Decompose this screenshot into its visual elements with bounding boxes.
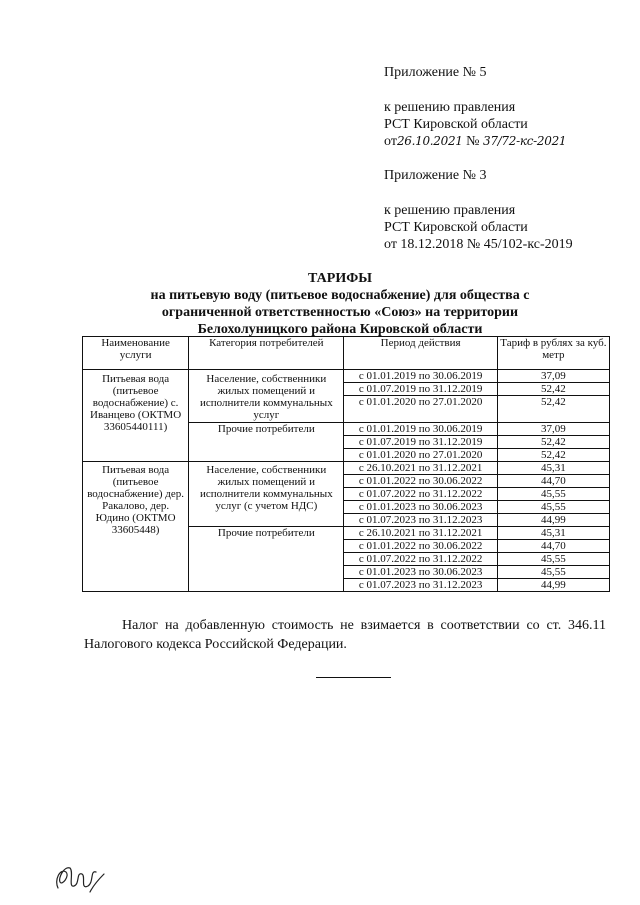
period-cell: с 01.01.2020 по 27.01.2020 — [344, 396, 497, 423]
period-cell: с 01.01.2022 по 30.06.2022 — [344, 475, 497, 488]
tariff-cell: 45,55 — [497, 488, 609, 501]
handwritten-date: 26.10.2021 — [396, 134, 463, 148]
vat-note — [84, 616, 606, 654]
title-heading: ТАРИФЫ — [308, 271, 372, 286]
period-cell: с 01.01.2023 по 30.06.2023 — [344, 501, 497, 514]
tariff-cell: 45,31 — [497, 462, 609, 475]
appendix-5-label: Приложение № 5 — [384, 65, 487, 80]
period-cell: с 01.01.2019 по 30.06.2019 — [344, 370, 497, 383]
header-service: Наименование услуги — [83, 337, 189, 370]
title-line-3: ограниченной ответственностью «Союз» на территории — [161, 305, 519, 320]
signature-mark — [50, 858, 110, 896]
title-line-4: Белохолуницкого района Кировской области — [197, 322, 483, 337]
period-cell: с 01.01.2022 по 30.06.2022 — [344, 540, 497, 553]
tariff-cell: 44,70 — [497, 540, 609, 553]
appendix-3-label: Приложение № 3 — [384, 168, 487, 183]
period-cell: с 01.07.2023 по 31.12.2023 — [344, 579, 497, 592]
decision-label-2: к решению правления — [384, 203, 516, 218]
period-cell: с 26.10.2021 по 31.12.2021 — [344, 462, 497, 475]
period-cell: с 01.07.2022 по 31.12.2022 — [344, 488, 497, 501]
old-decision-line: от 18.12.2018 № 45/102-кс-2019 — [384, 237, 573, 252]
tariff-cell: 44,99 — [497, 579, 609, 592]
header-tariff: Тариф в рублях за куб. метр — [497, 337, 609, 370]
vat-note-text: Налог на добавленную стоимость не взимается в соответствии со ст. 346.11 Налогового кодекса Российской Федерации. — [84, 618, 606, 652]
tariff-cell: 52,42 — [497, 449, 609, 462]
tariff-cell: 45,55 — [497, 553, 609, 566]
period-cell: с 01.07.2019 по 31.12.2019 — [344, 436, 497, 449]
period-cell: с 26.10.2021 по 31.12.2021 — [344, 527, 497, 540]
period-cell: с 01.07.2023 по 31.12.2023 — [344, 514, 497, 527]
tariff-cell: 44,70 — [497, 475, 609, 488]
header-category: Категория потребителей — [189, 337, 344, 370]
service-cell: Питьевая вода (питьевое водоснабжение) с. Иванцево (ОКТМО 33605440111) — [83, 370, 189, 462]
tariff-cell: 52,42 — [497, 383, 609, 396]
table-row — [83, 370, 610, 383]
tariff-cell: 45,55 — [497, 566, 609, 579]
rst-label-2: РСТ Кировской области — [384, 220, 528, 235]
service-cell: Питьевая вода (питьевое водоснабжение) дер. Ракалово, дер. Юдино (ОКТМО 33605448) — [83, 462, 189, 592]
title-line-2: на питьевую воду (питьевое водоснабжение) для общества с — [150, 288, 530, 303]
tariff-cell: 45,31 — [497, 527, 609, 540]
category-cell: Прочие потребители — [189, 527, 344, 592]
period-cell: с 01.01.2019 по 30.06.2019 — [344, 423, 497, 436]
tariff-cell: 37,09 — [497, 423, 609, 436]
period-cell: с 01.07.2022 по 31.12.2022 — [344, 553, 497, 566]
category-cell: Население, собственники жилых помещений и исполнители коммунальных услуг — [189, 370, 344, 423]
period-cell: с 01.07.2019 по 31.12.2019 — [344, 383, 497, 396]
table-header-row — [83, 337, 610, 370]
from-prefix: от — [384, 134, 397, 149]
tariffs-table — [82, 336, 610, 592]
decision-date-line — [384, 133, 566, 150]
decision-label: к решению правления — [384, 100, 516, 115]
closing-rule — [316, 677, 391, 678]
table-row — [83, 462, 610, 475]
number-prefix: № — [466, 134, 480, 149]
handwritten-number: 37/72-кс-2021 — [483, 134, 567, 148]
category-cell: Прочие потребители — [189, 423, 344, 462]
tariff-cell: 52,42 — [497, 436, 609, 449]
tariff-cell: 44,99 — [497, 514, 609, 527]
tariff-cell: 52,42 — [497, 396, 609, 423]
rst-label: РСТ Кировской области — [384, 117, 528, 132]
period-cell: с 01.01.2020 по 27.01.2020 — [344, 449, 497, 462]
tariff-cell: 37,09 — [497, 370, 609, 383]
category-cell: Население, собственники жилых помещений и исполнители коммунальных услуг (с учетом НДС) — [189, 462, 344, 527]
header-period: Период действия — [344, 337, 497, 370]
period-cell: с 01.01.2023 по 30.06.2023 — [344, 566, 497, 579]
tariff-cell: 45,55 — [497, 501, 609, 514]
